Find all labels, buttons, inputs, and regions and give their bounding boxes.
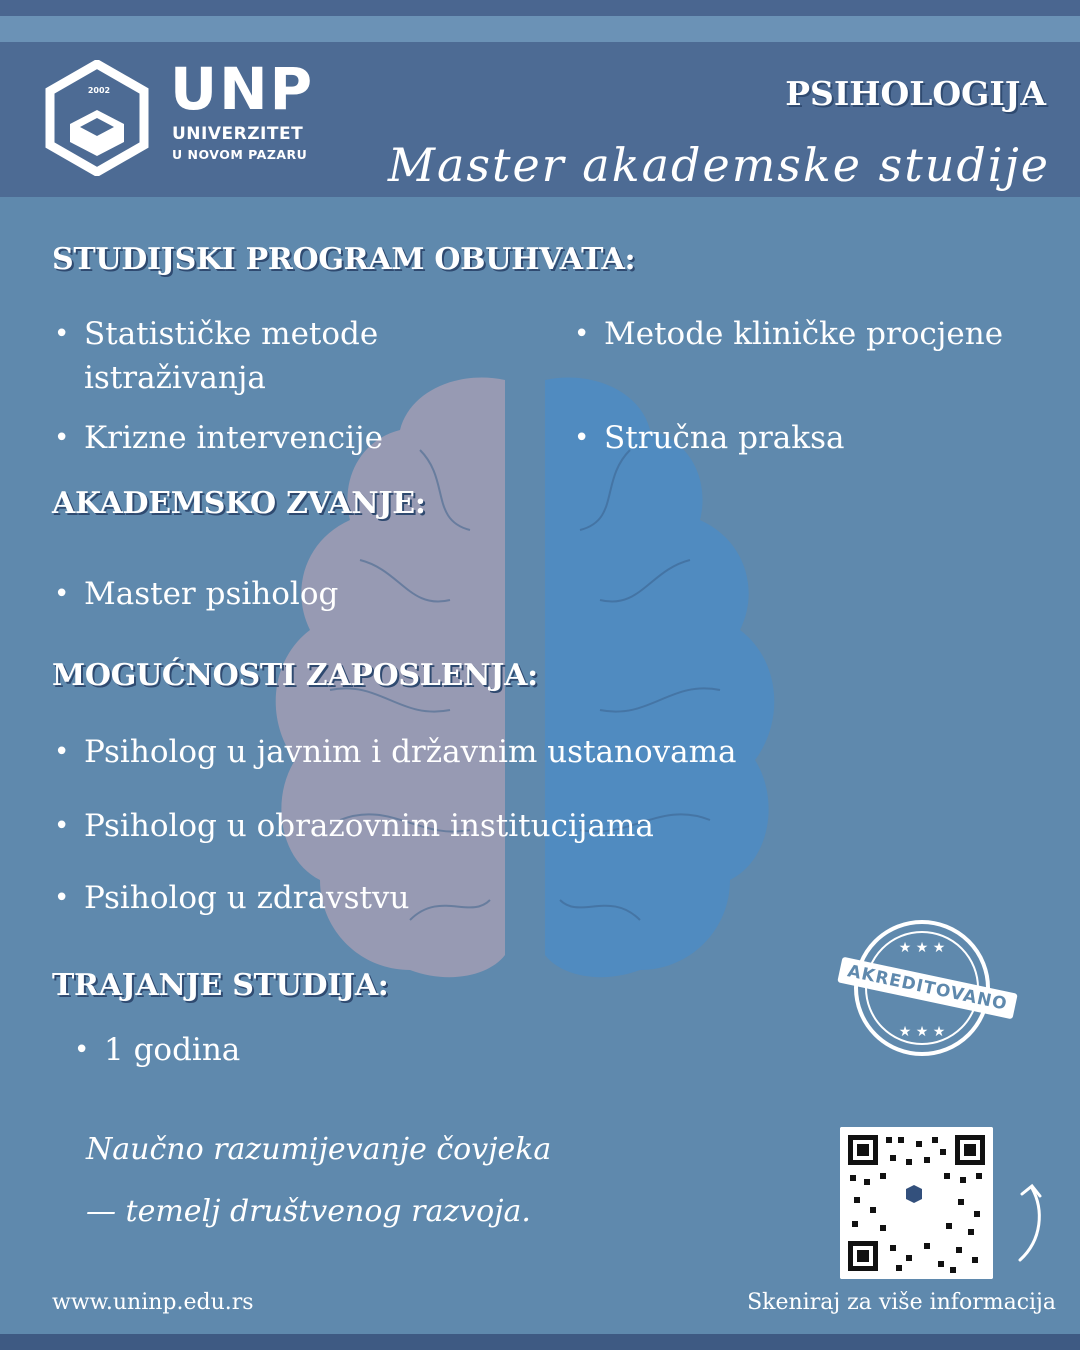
program-heading: STUDIJSKI PROGRAM OBUHVATA: — [52, 242, 636, 277]
title-item: • Master psiholog — [52, 572, 338, 616]
jobs-item: • Psiholog u obrazovnim institucijama — [52, 804, 654, 848]
bottom-stripe — [0, 1334, 1080, 1350]
title-heading: AKADEMSKO ZVANJE: — [52, 486, 426, 521]
jobs-item: • Psiholog u javnim i državnim ustanovama — [52, 730, 737, 774]
top-stripe-light — [0, 16, 1080, 42]
svg-text:★ ★ ★: ★ ★ ★ — [898, 940, 946, 956]
field-title: PSIHOLOGIJA — [785, 74, 1046, 113]
website-link[interactable]: www.uninp.edu.rs — [52, 1290, 254, 1315]
duration-item: • 1 godina — [72, 1028, 240, 1072]
program-item: • Stručna praksa — [572, 416, 844, 460]
duration-heading: TRAJANJE STUDIJA: — [52, 968, 389, 1003]
qr-code[interactable] — [840, 1127, 993, 1279]
arrow-up-icon — [1010, 1180, 1054, 1266]
accreditation-label: AKREDITOVANO — [837, 957, 1017, 1020]
logo-year: 2002 — [87, 86, 111, 95]
top-stripe — [0, 0, 1080, 16]
logo-wordmark: UNP — [170, 55, 315, 123]
jobs-item: • Psiholog u zdravstvu — [52, 876, 409, 920]
quote-line2: — temelj društvenog razvoja. — [86, 1194, 531, 1229]
jobs-heading: MOGUĆNOSTI ZAPOSLENJA: — [52, 658, 538, 693]
scan-caption: Skeniraj za više informacija — [747, 1290, 1056, 1315]
quote-line1: Naučno razumijevanje čovjeka — [86, 1132, 552, 1167]
university-logo-icon — [44, 60, 150, 176]
study-level: Master akademske studije — [387, 138, 1050, 192]
logo-university-name: UNIVERZITET — [172, 124, 304, 144]
program-item: • Metode kliničke procjene — [572, 312, 1003, 356]
program-item: • Krizne intervencije — [52, 416, 383, 460]
logo-city: U NOVOM PAZARU — [172, 147, 308, 162]
program-item: • Statističke metode istraživanja — [52, 312, 444, 400]
svg-text:★ ★ ★: ★ ★ ★ — [898, 1024, 946, 1040]
